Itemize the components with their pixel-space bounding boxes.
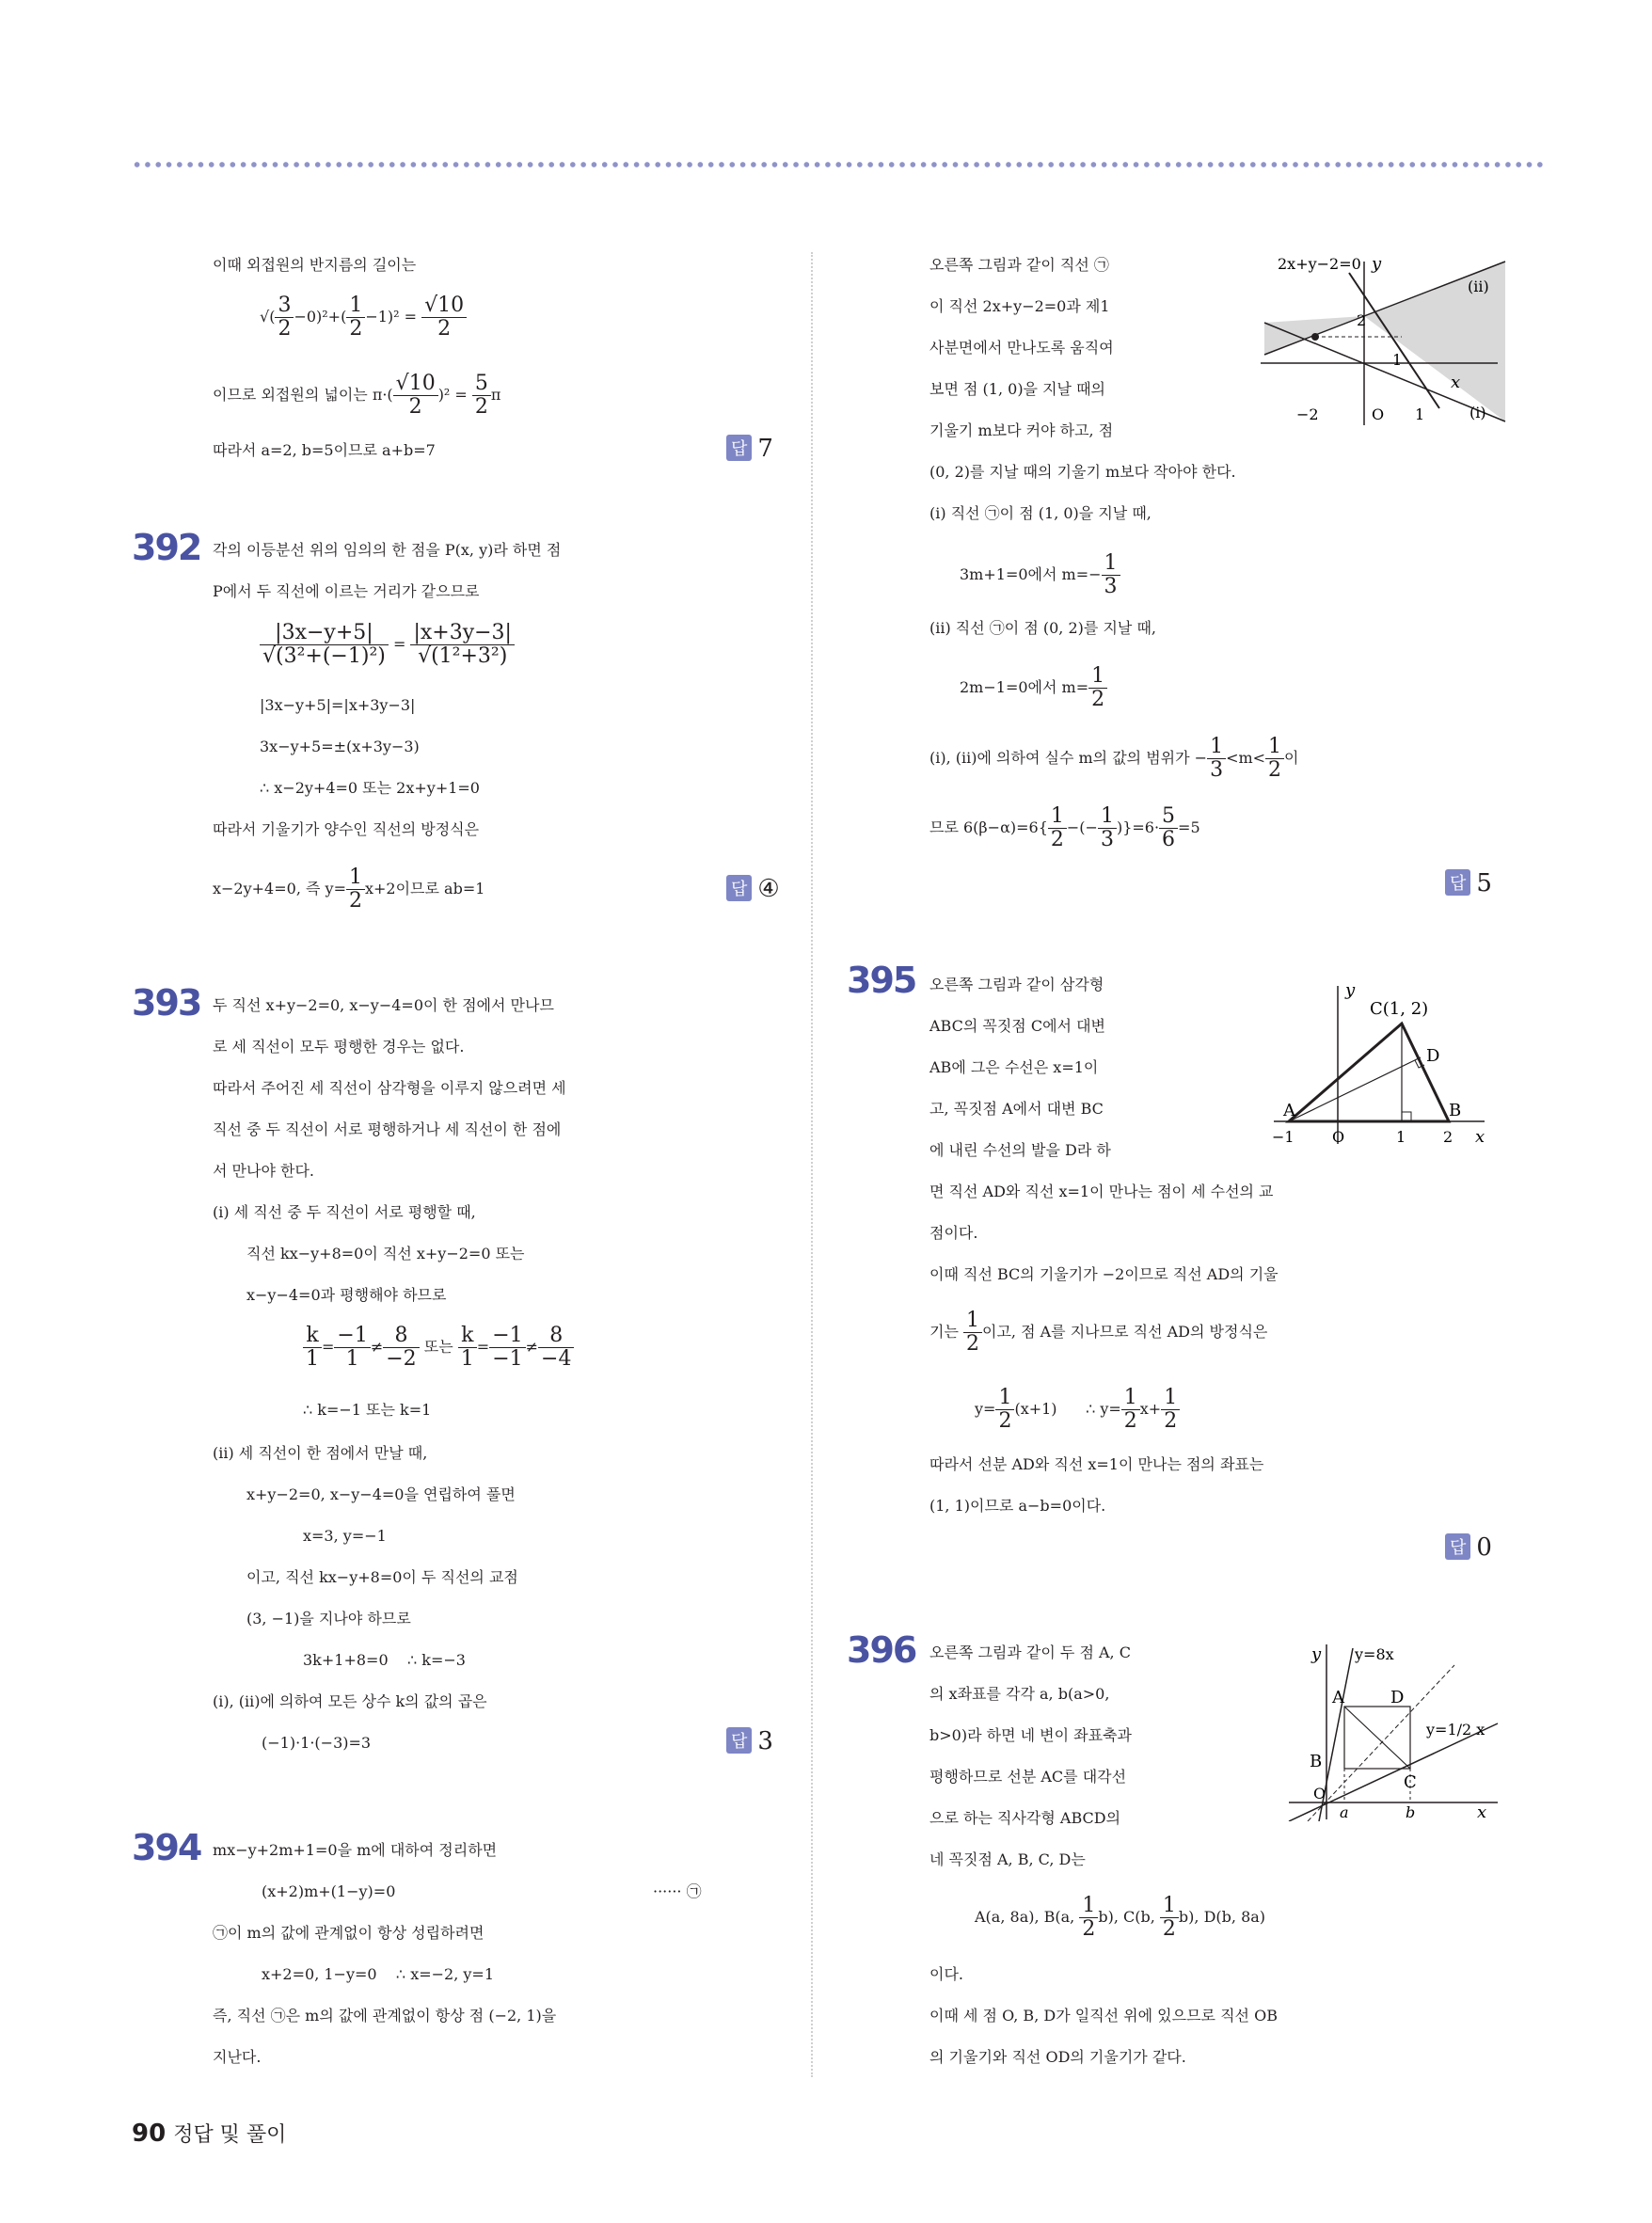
label-c: C(1, 2) [1370,999,1429,1019]
fig-y-label: y [1345,980,1356,1000]
p393-line-17: (ⅰ), (ⅱ)에 의하여 모든 상수 k의 값의 곱은 [213,1692,487,1710]
fig-i-label: (ⅰ) [1469,404,1486,421]
p394-line-3: ㉠이 m의 값에 관계없이 항상 성립하려면 [213,1924,484,1942]
problem-number: 395 [847,960,916,1001]
p395-line-3: AB에 그은 수선은 x=1이 [929,1058,1099,1076]
p395-line-11: 따라서 선분 AD와 직선 x=1이 만나는 점의 좌표는 [929,1455,1264,1473]
p393-line-14: 이고, 직선 kx−y+8=0이 두 직선의 교점 [246,1568,518,1586]
p393-line-18: (−1)·1·(−3)=3 [262,1734,372,1752]
p394-line-5: 즉, 직선 ㉠은 m의 값에 관계없이 항상 점 (−2, 1)을 [213,2007,557,2025]
p393-line-9: $\frac{k}{1}$ = $\frac{-1}{1}$ ≠ $\frac{8}{-2}$ 또는 $\frac{k}{1}$ = $\frac{-1}{-1}$ ≠ $\frac{8}{-4}$ [303,1319,574,1375]
p394-r-line-10: 2m−1=0에서 m= $\frac{1}{2}$ [960,661,1107,714]
p393-line-4: 직선 중 두 직선이 서로 평행하거나 세 직선이 한 점에 [213,1120,562,1138]
label-yhalfx: y=1/2 x [1426,1721,1485,1739]
p392-line-7: 따라서 기울기가 양수인 직선의 방정식은 [213,820,480,838]
fig-tick-1x: 1 [1415,405,1425,423]
p392-line-1: 각의 이등분선 위의 임의의 한 점을 P(x, y)라 하면 점 [213,541,562,559]
p392-line-6: ∴ x−2y+4=0 또는 2x+y+1=0 [260,779,480,797]
answer-badge: 답 [726,875,752,901]
label-a: A [1283,1101,1295,1120]
p394-r-line-3: 사분면에서 만나도록 움직여 [929,339,1114,357]
answer-badge: 답 [1445,869,1470,896]
p392-line-2: P에서 두 직선에 이르는 거리가 같으므로 [213,582,480,600]
label-b: B [1449,1101,1462,1120]
diagonal-ac [1344,1707,1410,1769]
answer-badge: 답 [726,435,752,461]
p395-line-9: 기는 $\frac{1}{2}$ 이고, 점 A를 지나므로 직선 AD의 방정식은 [929,1309,1268,1356]
p396-line-8: 이다. [929,1965,963,1983]
tick-2: 2 [1443,1128,1453,1146]
label-d: D [1426,1046,1440,1066]
p396-figure [1285,1637,1507,1821]
fig-tick-neg2: −2 [1296,405,1319,423]
p391-line-4: 따라서 a=2, b=5이므로 a+b=7 [213,441,436,459]
answer-badge: 답 [1445,1533,1470,1560]
answer-badge: 답 [726,1727,752,1754]
fig-tick-1y: 1 [1392,351,1403,369]
tick-1: 1 [1396,1128,1406,1146]
tick-a: a [1340,1803,1349,1821]
p395-line-10: y= $\frac{1}{2}$ (x+1) ∴ y= $\frac{1}{2}$ x+ $\frac{1}{2}$ [975,1383,1180,1436]
fig-y-label: y [1372,254,1382,274]
p394-figure [1251,246,1507,435]
column-separator [811,252,813,2077]
p393-line-15: (3, −1)을 지나야 하므로 [246,1610,411,1628]
p394-line-6: 지난다. [213,2048,262,2066]
p396-line-6: 네 꼭짓점 A, B, C, D는 [929,1850,1086,1868]
problem-number: 394 [132,1827,201,1868]
p394-r-line-5: 기울기 m보다 커야 하고, 점 [929,421,1114,439]
p392-line-5: 3x−y+5=±(x+3y−3) [260,738,420,755]
fig-x-label: x [1475,1127,1485,1147]
fig-origin: O [1372,405,1385,423]
p393-line-8: x−y−4=0과 평행해야 하므로 [246,1286,447,1304]
p396-line-10: 의 기울기와 직선 OD의 기울기가 같다. [929,2048,1186,2066]
p393-line-10: ∴ k=−1 또는 k=1 [303,1401,432,1419]
p393-line-16: 3k+1+8=0 ∴ k=−3 [303,1651,466,1669]
p396-line-3: b>0)라 하면 네 변이 좌표축과 [929,1726,1132,1744]
p392-line-3: $\frac{|3x-y+5|}{\text{√(3²+(−1)²)}}$ = $\frac{|x+3y-3|}{\text{√(1²+3²)}}$ [260,613,515,675]
p393-line-1: 두 직선 x+y−2=0, x−y−4=0이 한 점에서 만나므 [213,996,554,1014]
p395-line-7: 점이다. [929,1224,978,1242]
p394-r-line-4: 보면 점 (1, 0)을 지날 때의 [929,380,1106,398]
p394-line-1: mx−y+2m+1=0을 m에 대하여 정리하면 [213,1841,498,1859]
p396-line-7: A(a, 8a), B(a, $\frac{1}{2}$ b), C(b, $\frac{1}{2}$ b), D(b, 8a) [975,1894,1266,1941]
p395-line-8: 이때 직선 BC의 기울기가 −2이므로 직선 AD의 기울 [929,1265,1279,1283]
p394-r-line-6: (0, 2)를 지날 때의 기울기 m보다 작아야 한다. [929,463,1236,481]
p394-r-line-9: (ⅱ) 직선 ㉠이 점 (0, 2)를 지날 때, [929,619,1156,637]
p394-r-line-8: 3m+1=0에서 m=− $\frac{1}{3}$ [960,548,1120,601]
p394-r-line-12: 므로 6(β−α)=6{ $\frac{1}{2}$ −(− $\frac{1}{3}$ )}=6· $\frac{5}{6}$ =5 [929,804,1200,851]
segment-ad [1289,1057,1421,1121]
problem-number: 393 [132,982,201,1024]
p394-eq-tag: ······ ㉠ [653,1882,702,1900]
p391-line-3: 이므로 외접원의 넓이는 π·( $\frac{√10}{2}$ )² = $\frac{5}{2}$ π [213,372,501,419]
label-y8x: y=8x [1355,1645,1394,1663]
label-a: A [1332,1688,1344,1707]
p394-line-2: (x+2)m+(1−y)=0 [262,1882,396,1900]
p394-line-4: x+2=0, 1−y=0 ∴ x=−2, y=1 [262,1965,494,1983]
p394-r-line-2: 이 직선 2x+y−2=0과 제1 [929,297,1110,315]
p392-line-4: |3x−y+5|=|x+3y−3| [260,696,416,714]
fig-x-label: x [1451,373,1461,392]
p394-answer: 답 5 [1445,869,1492,897]
fig-y-label: y [1311,1644,1322,1664]
point-(-2,1) [1311,333,1319,341]
triangle-abc [1289,1024,1449,1121]
p396-line-4: 평행하므로 선분 AC를 대각선 [929,1768,1127,1786]
problem-number: 396 [847,1629,916,1671]
p394-r-line-1: 오른쪽 그림과 같이 직선 ㉠ [929,256,1109,274]
p396-line-1: 오른쪽 그림과 같이 두 점 A, C [929,1643,1131,1661]
p396-line-5: 으로 하는 직사각형 ABCD의 [929,1809,1121,1827]
p392-line-8: x−2y+4=0, 즉 y= $\frac{1}{2}$ x+2이므로 ab=1 [213,865,485,913]
tick-b: b [1406,1803,1416,1821]
fig-ii-label: (ⅱ) [1468,278,1489,295]
p395-line-2: ABC의 꼭짓점 C에서 대변 [929,1017,1105,1035]
label-d: D [1390,1688,1405,1707]
fig-x-label: x [1477,1802,1487,1821]
p396-line-9: 이때 세 점 O, B, D가 일직선 위에 있으므로 직선 OB [929,2007,1278,2025]
problem-number: 392 [132,527,201,568]
p394-r-line-11: (ⅰ), (ⅱ)에 의하여 실수 m의 값의 범위가 − $\frac{1}{3}$ <m< $\frac{1}{2}$ 이 [929,735,1299,782]
p392-answer: 답 ④ [726,875,780,903]
p395-answer: 답 0 [1445,1533,1492,1562]
origin-label: O [1332,1128,1345,1146]
p393-line-11: (ⅱ) 세 직선이 한 점에서 만날 때, [213,1444,428,1462]
p393-line-5: 서 만나야 한다. [213,1162,314,1180]
p395-line-12: (1, 1)이므로 a−b=0이다. [929,1497,1106,1515]
origin-label: O [1313,1785,1326,1802]
label-c: C [1404,1772,1417,1792]
tick-neg1: −1 [1272,1128,1295,1146]
line-ob-od [1308,1665,1454,1821]
p391-answer: 답 7 [726,435,773,463]
p395-line-6: 면 직선 AD와 직선 x=1이 만나는 점이 세 수선의 교 [929,1183,1274,1200]
p393-line-6: (ⅰ) 세 직선 중 두 직선이 서로 평행할 때, [213,1203,476,1221]
p395-line-5: 에 내린 수선의 발을 D라 하 [929,1141,1111,1159]
p391-line-2: √( $\frac{3}{2}$ −0)²+( $\frac{1}{2}$ −1)² = $\frac{√10}{2}$ [260,289,467,345]
page-footer [132,2119,286,2148]
p396-line-2: 의 x좌표를 각각 a, b(a>0, [929,1685,1110,1703]
p393-answer: 답 3 [726,1727,773,1755]
p395-line-1: 오른쪽 그림과 같이 삼각형 [929,976,1104,993]
p393-line-3: 따라서 주어진 세 직선이 삼각형을 이루지 않으려면 세 [213,1079,566,1097]
p393-line-12: x+y−2=0, x−y−4=0을 연립하여 풀면 [246,1485,516,1503]
p393-line-13: x=3, y=−1 [303,1527,387,1545]
fig-eq-label: 2x+y−2=0 [1278,255,1361,273]
p395-line-4: 고, 꼭짓점 A에서 대변 BC [929,1100,1104,1118]
label-b: B [1310,1752,1323,1771]
top-dotted-rule [132,160,1543,169]
p391-line-1: 이때 외접원의 반지름의 길이는 [213,256,417,274]
p393-line-2: 로 세 직선이 모두 평행한 경우는 없다. [213,1038,465,1056]
p395-figure [1266,978,1494,1148]
footer-label: 정답 및 풀이 [173,2123,287,2147]
p393-line-7: 직선 kx−y+8=0이 직선 x+y−2=0 또는 [246,1245,525,1262]
fig-tick-2: 2 [1357,311,1367,329]
p394-r-line-7: (ⅰ) 직선 ㉠이 점 (1, 0)을 지날 때, [929,504,1152,522]
page-number: 90 [132,2120,167,2148]
